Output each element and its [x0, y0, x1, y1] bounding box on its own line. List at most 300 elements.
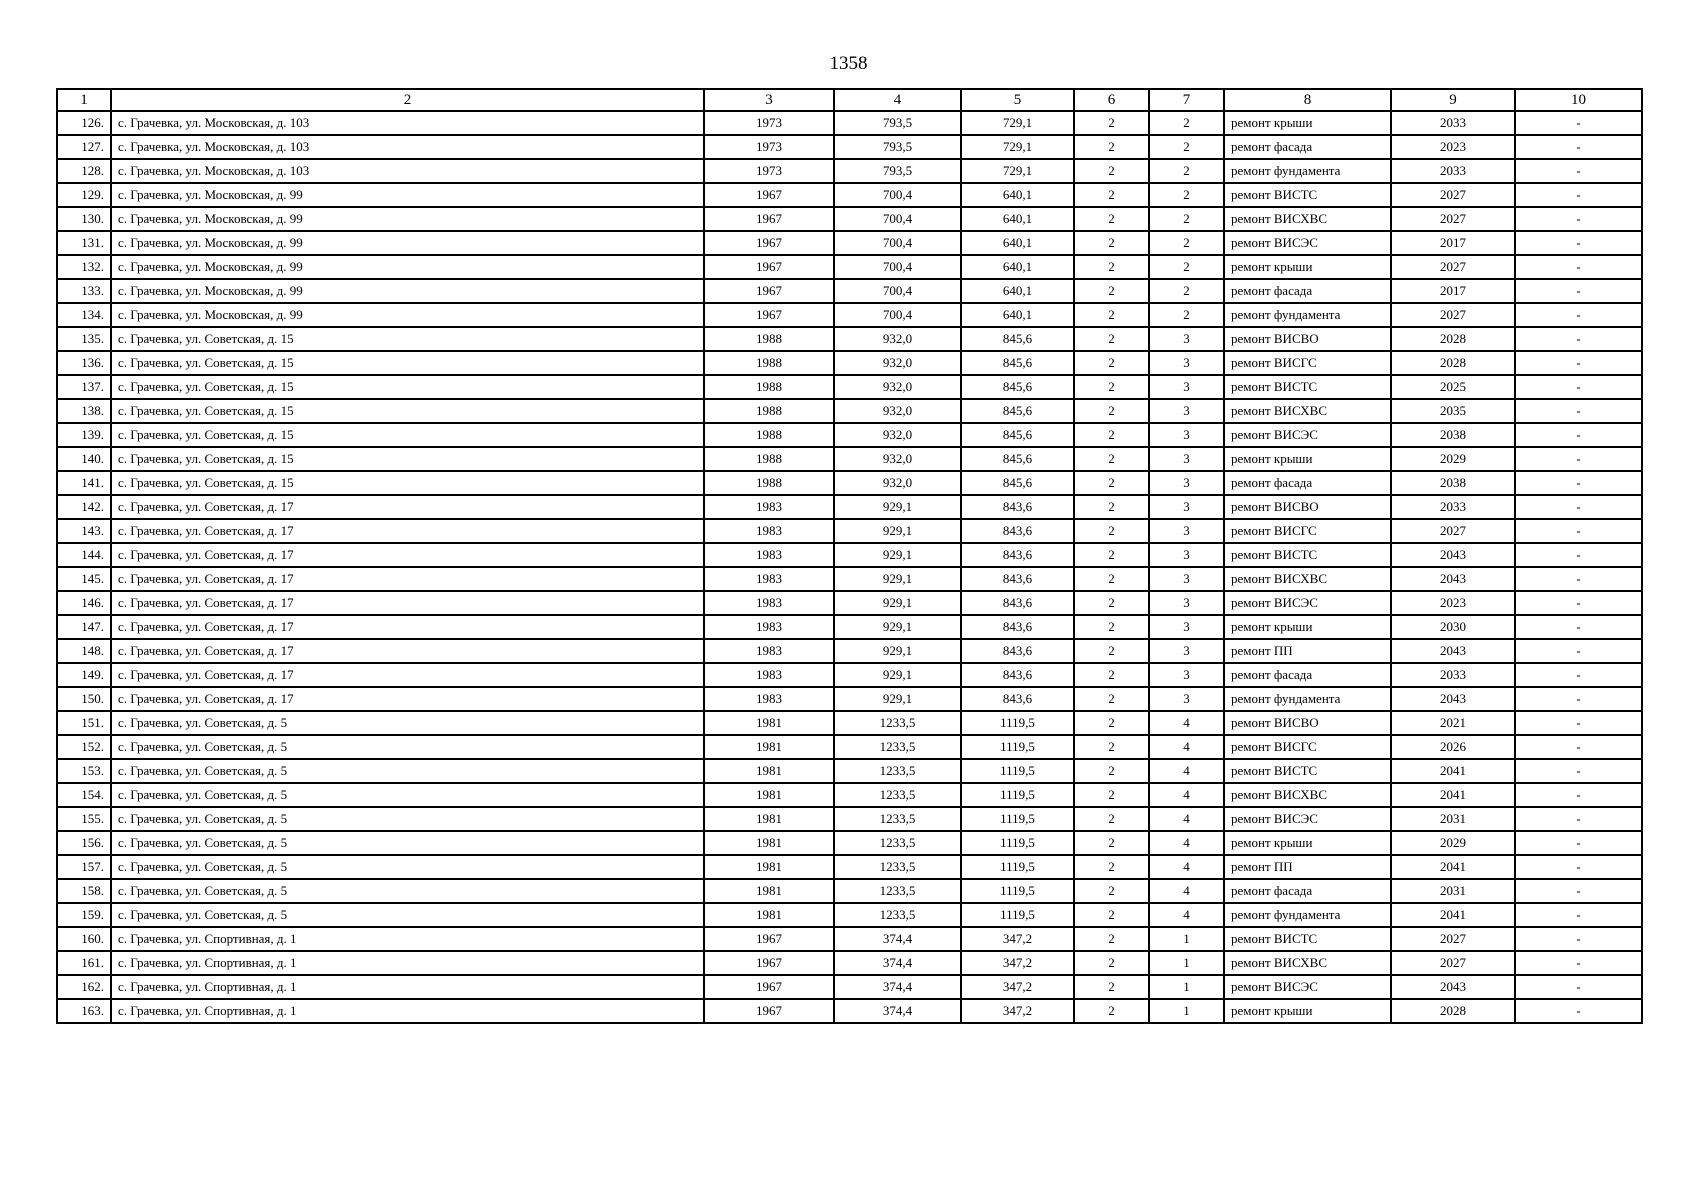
entrances-cell: 3	[1149, 591, 1224, 615]
year-cell: 1967	[704, 927, 834, 951]
year-cell: 1988	[704, 423, 834, 447]
row-number-cell: 157.	[57, 855, 111, 879]
note-cell: -	[1515, 471, 1642, 495]
planned-year-cell: 2027	[1391, 927, 1515, 951]
total-area-cell: 793,5	[834, 135, 961, 159]
address-cell: с. Грачевка, ул. Советская, д. 17	[111, 615, 704, 639]
note-cell: -	[1515, 927, 1642, 951]
year-cell: 1967	[704, 999, 834, 1023]
row-number-cell: 146.	[57, 591, 111, 615]
table-row	[57, 639, 1642, 663]
row-number-cell: 130.	[57, 207, 111, 231]
note-cell: -	[1515, 663, 1642, 687]
work-type-cell: ремонт фундамента	[1224, 159, 1391, 183]
year-cell: 1981	[704, 903, 834, 927]
table-row	[57, 231, 1642, 255]
entrances-cell: 4	[1149, 903, 1224, 927]
note-cell: -	[1515, 639, 1642, 663]
work-type-cell: ремонт ВИСЭС	[1224, 231, 1391, 255]
floors-cell: 2	[1074, 207, 1149, 231]
row-number-cell: 134.	[57, 303, 111, 327]
works-table	[56, 88, 1643, 1024]
column-header-10: 10	[1515, 89, 1642, 111]
total-area-cell: 929,1	[834, 519, 961, 543]
total-area-cell: 700,4	[834, 207, 961, 231]
living-area-cell: 843,6	[961, 519, 1074, 543]
column-header-4: 4	[834, 89, 961, 111]
row-number-cell: 155.	[57, 807, 111, 831]
total-area-cell: 929,1	[834, 663, 961, 687]
planned-year-cell: 2026	[1391, 735, 1515, 759]
floors-cell: 2	[1074, 759, 1149, 783]
year-cell: 1983	[704, 663, 834, 687]
floors-cell: 2	[1074, 591, 1149, 615]
planned-year-cell: 2029	[1391, 447, 1515, 471]
year-cell: 1983	[704, 687, 834, 711]
entrances-cell: 4	[1149, 735, 1224, 759]
entrances-cell: 3	[1149, 447, 1224, 471]
planned-year-cell: 2041	[1391, 855, 1515, 879]
table-row	[57, 783, 1642, 807]
entrances-cell: 4	[1149, 855, 1224, 879]
work-type-cell: ремонт ВИСХВС	[1224, 567, 1391, 591]
address-cell: с. Грачевка, ул. Советская, д. 15	[111, 375, 704, 399]
entrances-cell: 2	[1149, 159, 1224, 183]
address-cell: с. Грачевка, ул. Советская, д. 15	[111, 471, 704, 495]
year-cell: 1981	[704, 711, 834, 735]
year-cell: 1967	[704, 279, 834, 303]
year-cell: 1988	[704, 471, 834, 495]
address-cell: с. Грачевка, ул. Советская, д. 5	[111, 903, 704, 927]
planned-year-cell: 2043	[1391, 543, 1515, 567]
address-cell: с. Грачевка, ул. Московская, д. 103	[111, 135, 704, 159]
total-area-cell: 1233,5	[834, 831, 961, 855]
total-area-cell: 793,5	[834, 159, 961, 183]
column-header-8: 8	[1224, 89, 1391, 111]
address-cell: с. Грачевка, ул. Московская, д. 99	[111, 183, 704, 207]
note-cell: -	[1515, 183, 1642, 207]
living-area-cell: 1119,5	[961, 807, 1074, 831]
year-cell: 1973	[704, 111, 834, 135]
address-cell: с. Грачевка, ул. Спортивная, д. 1	[111, 951, 704, 975]
living-area-cell: 640,1	[961, 207, 1074, 231]
row-number-cell: 135.	[57, 327, 111, 351]
note-cell: -	[1515, 447, 1642, 471]
address-cell: с. Грачевка, ул. Советская, д. 17	[111, 567, 704, 591]
entrances-cell: 3	[1149, 327, 1224, 351]
work-type-cell: ремонт ВИСГС	[1224, 351, 1391, 375]
table-row	[57, 447, 1642, 471]
address-cell: с. Грачевка, ул. Советская, д. 5	[111, 855, 704, 879]
planned-year-cell: 2033	[1391, 111, 1515, 135]
total-area-cell: 1233,5	[834, 903, 961, 927]
floors-cell: 2	[1074, 495, 1149, 519]
entrances-cell: 2	[1149, 111, 1224, 135]
living-area-cell: 845,6	[961, 447, 1074, 471]
note-cell: -	[1515, 135, 1642, 159]
row-number-cell: 147.	[57, 615, 111, 639]
table-row	[57, 471, 1642, 495]
table-row	[57, 399, 1642, 423]
row-number-cell: 158.	[57, 879, 111, 903]
total-area-cell: 1233,5	[834, 855, 961, 879]
address-cell: с. Грачевка, ул. Московская, д. 99	[111, 279, 704, 303]
row-number-cell: 150.	[57, 687, 111, 711]
planned-year-cell: 2030	[1391, 615, 1515, 639]
year-cell: 1981	[704, 759, 834, 783]
note-cell: -	[1515, 519, 1642, 543]
work-type-cell: ремонт крыши	[1224, 111, 1391, 135]
year-cell: 1983	[704, 495, 834, 519]
table-row	[57, 543, 1642, 567]
work-type-cell: ремонт ПП	[1224, 639, 1391, 663]
table-row	[57, 375, 1642, 399]
living-area-cell: 1119,5	[961, 855, 1074, 879]
table-body	[57, 111, 1642, 1023]
planned-year-cell: 2027	[1391, 207, 1515, 231]
living-area-cell: 843,6	[961, 543, 1074, 567]
address-cell: с. Грачевка, ул. Советская, д. 17	[111, 519, 704, 543]
work-type-cell: ремонт фасада	[1224, 663, 1391, 687]
planned-year-cell: 2041	[1391, 903, 1515, 927]
total-area-cell: 932,0	[834, 447, 961, 471]
note-cell: -	[1515, 687, 1642, 711]
floors-cell: 2	[1074, 303, 1149, 327]
entrances-cell: 2	[1149, 255, 1224, 279]
living-area-cell: 1119,5	[961, 783, 1074, 807]
entrances-cell: 2	[1149, 135, 1224, 159]
living-area-cell: 845,6	[961, 399, 1074, 423]
table-row	[57, 279, 1642, 303]
note-cell: -	[1515, 375, 1642, 399]
address-cell: с. Грачевка, ул. Советская, д. 17	[111, 591, 704, 615]
entrances-cell: 3	[1149, 423, 1224, 447]
year-cell: 1983	[704, 543, 834, 567]
planned-year-cell: 2043	[1391, 567, 1515, 591]
address-cell: с. Грачевка, ул. Советская, д. 17	[111, 639, 704, 663]
work-type-cell: ремонт ВИСВО	[1224, 495, 1391, 519]
living-area-cell: 843,6	[961, 687, 1074, 711]
address-cell: с. Грачевка, ул. Советская, д. 5	[111, 759, 704, 783]
year-cell: 1983	[704, 519, 834, 543]
year-cell: 1981	[704, 831, 834, 855]
row-number-cell: 143.	[57, 519, 111, 543]
living-area-cell: 1119,5	[961, 831, 1074, 855]
entrances-cell: 4	[1149, 783, 1224, 807]
address-cell: с. Грачевка, ул. Советская, д. 17	[111, 495, 704, 519]
living-area-cell: 640,1	[961, 255, 1074, 279]
work-type-cell: ремонт фасада	[1224, 471, 1391, 495]
total-area-cell: 1233,5	[834, 735, 961, 759]
planned-year-cell: 2027	[1391, 303, 1515, 327]
address-cell: с. Грачевка, ул. Советская, д. 5	[111, 711, 704, 735]
note-cell: -	[1515, 735, 1642, 759]
planned-year-cell: 2023	[1391, 591, 1515, 615]
note-cell: -	[1515, 399, 1642, 423]
address-cell: с. Грачевка, ул. Московская, д. 99	[111, 255, 704, 279]
total-area-cell: 700,4	[834, 183, 961, 207]
planned-year-cell: 2033	[1391, 495, 1515, 519]
entrances-cell: 3	[1149, 567, 1224, 591]
total-area-cell: 793,5	[834, 111, 961, 135]
address-cell: с. Грачевка, ул. Московская, д. 99	[111, 207, 704, 231]
total-area-cell: 929,1	[834, 591, 961, 615]
table-row	[57, 567, 1642, 591]
total-area-cell: 932,0	[834, 399, 961, 423]
table-row	[57, 855, 1642, 879]
planned-year-cell: 2028	[1391, 351, 1515, 375]
column-header-7: 7	[1149, 89, 1224, 111]
address-cell: с. Грачевка, ул. Советская, д. 5	[111, 831, 704, 855]
planned-year-cell: 2033	[1391, 663, 1515, 687]
row-number-cell: 140.	[57, 447, 111, 471]
year-cell: 1973	[704, 135, 834, 159]
entrances-cell: 1	[1149, 927, 1224, 951]
table-row	[57, 519, 1642, 543]
row-number-cell: 162.	[57, 975, 111, 999]
living-area-cell: 640,1	[961, 279, 1074, 303]
note-cell: -	[1515, 783, 1642, 807]
planned-year-cell: 2027	[1391, 255, 1515, 279]
living-area-cell: 843,6	[961, 495, 1074, 519]
floors-cell: 2	[1074, 135, 1149, 159]
note-cell: -	[1515, 423, 1642, 447]
note-cell: -	[1515, 975, 1642, 999]
year-cell: 1983	[704, 591, 834, 615]
living-area-cell: 845,6	[961, 375, 1074, 399]
year-cell: 1967	[704, 255, 834, 279]
table-row	[57, 591, 1642, 615]
planned-year-cell: 2035	[1391, 399, 1515, 423]
living-area-cell: 845,6	[961, 351, 1074, 375]
planned-year-cell: 2033	[1391, 159, 1515, 183]
planned-year-cell: 2027	[1391, 519, 1515, 543]
entrances-cell: 2	[1149, 183, 1224, 207]
entrances-cell: 1	[1149, 975, 1224, 999]
column-header-1: 1	[57, 89, 111, 111]
floors-cell: 2	[1074, 639, 1149, 663]
floors-cell: 2	[1074, 711, 1149, 735]
year-cell: 1981	[704, 855, 834, 879]
table-row	[57, 615, 1642, 639]
row-number-cell: 127.	[57, 135, 111, 159]
table-row	[57, 951, 1642, 975]
address-cell: с. Грачевка, ул. Советская, д. 15	[111, 327, 704, 351]
work-type-cell: ремонт ВИСЭС	[1224, 423, 1391, 447]
planned-year-cell: 2043	[1391, 975, 1515, 999]
work-type-cell: ремонт ВИСХВС	[1224, 783, 1391, 807]
living-area-cell: 640,1	[961, 303, 1074, 327]
address-cell: с. Грачевка, ул. Советская, д. 15	[111, 399, 704, 423]
row-number-cell: 153.	[57, 759, 111, 783]
living-area-cell: 843,6	[961, 615, 1074, 639]
note-cell: -	[1515, 591, 1642, 615]
row-number-cell: 138.	[57, 399, 111, 423]
work-type-cell: ремонт ПП	[1224, 855, 1391, 879]
note-cell: -	[1515, 303, 1642, 327]
row-number-cell: 161.	[57, 951, 111, 975]
entrances-cell: 3	[1149, 351, 1224, 375]
row-number-cell: 159.	[57, 903, 111, 927]
table-row	[57, 927, 1642, 951]
entrances-cell: 2	[1149, 279, 1224, 303]
planned-year-cell: 2038	[1391, 471, 1515, 495]
living-area-cell: 729,1	[961, 111, 1074, 135]
row-number-cell: 154.	[57, 783, 111, 807]
entrances-cell: 3	[1149, 663, 1224, 687]
living-area-cell: 1119,5	[961, 759, 1074, 783]
living-area-cell: 1119,5	[961, 879, 1074, 903]
address-cell: с. Грачевка, ул. Спортивная, д. 1	[111, 975, 704, 999]
planned-year-cell: 2041	[1391, 783, 1515, 807]
address-cell: с. Грачевка, ул. Советская, д. 5	[111, 783, 704, 807]
floors-cell: 2	[1074, 831, 1149, 855]
note-cell: -	[1515, 807, 1642, 831]
work-type-cell: ремонт ВИСТС	[1224, 759, 1391, 783]
floors-cell: 2	[1074, 231, 1149, 255]
table-row	[57, 711, 1642, 735]
work-type-cell: ремонт ВИСЭС	[1224, 591, 1391, 615]
entrances-cell: 3	[1149, 687, 1224, 711]
table-row	[57, 831, 1642, 855]
work-type-cell: ремонт крыши	[1224, 615, 1391, 639]
total-area-cell: 700,4	[834, 231, 961, 255]
total-area-cell: 932,0	[834, 351, 961, 375]
planned-year-cell: 2027	[1391, 183, 1515, 207]
floors-cell: 2	[1074, 375, 1149, 399]
living-area-cell: 1119,5	[961, 711, 1074, 735]
table-row	[57, 351, 1642, 375]
row-number-cell: 148.	[57, 639, 111, 663]
total-area-cell: 1233,5	[834, 759, 961, 783]
floors-cell: 2	[1074, 855, 1149, 879]
work-type-cell: ремонт фасада	[1224, 279, 1391, 303]
entrances-cell: 2	[1149, 303, 1224, 327]
work-type-cell: ремонт фундамента	[1224, 903, 1391, 927]
note-cell: -	[1515, 567, 1642, 591]
work-type-cell: ремонт ВИСХВС	[1224, 951, 1391, 975]
note-cell: -	[1515, 111, 1642, 135]
row-number-cell: 129.	[57, 183, 111, 207]
row-number-cell: 142.	[57, 495, 111, 519]
floors-cell: 2	[1074, 663, 1149, 687]
work-type-cell: ремонт ВИСТС	[1224, 375, 1391, 399]
work-type-cell: ремонт крыши	[1224, 831, 1391, 855]
address-cell: с. Грачевка, ул. Московская, д. 99	[111, 303, 704, 327]
work-type-cell: ремонт ВИСВО	[1224, 327, 1391, 351]
table-row	[57, 423, 1642, 447]
entrances-cell: 2	[1149, 207, 1224, 231]
living-area-cell: 843,6	[961, 567, 1074, 591]
note-cell: -	[1515, 543, 1642, 567]
row-number-cell: 144.	[57, 543, 111, 567]
floors-cell: 2	[1074, 927, 1149, 951]
planned-year-cell: 2031	[1391, 807, 1515, 831]
planned-year-cell: 2017	[1391, 231, 1515, 255]
address-cell: с. Грачевка, ул. Советская, д. 5	[111, 735, 704, 759]
planned-year-cell: 2025	[1391, 375, 1515, 399]
note-cell: -	[1515, 951, 1642, 975]
note-cell: -	[1515, 903, 1642, 927]
floors-cell: 2	[1074, 807, 1149, 831]
total-area-cell: 932,0	[834, 327, 961, 351]
entrances-cell: 3	[1149, 543, 1224, 567]
total-area-cell: 374,4	[834, 951, 961, 975]
year-cell: 1983	[704, 615, 834, 639]
floors-cell: 2	[1074, 879, 1149, 903]
entrances-cell: 4	[1149, 759, 1224, 783]
floors-cell: 2	[1074, 687, 1149, 711]
row-number-cell: 160.	[57, 927, 111, 951]
row-number-cell: 156.	[57, 831, 111, 855]
floors-cell: 2	[1074, 447, 1149, 471]
total-area-cell: 374,4	[834, 999, 961, 1023]
row-number-cell: 141.	[57, 471, 111, 495]
total-area-cell: 374,4	[834, 927, 961, 951]
living-area-cell: 347,2	[961, 999, 1074, 1023]
floors-cell: 2	[1074, 615, 1149, 639]
floors-cell: 2	[1074, 999, 1149, 1023]
floors-cell: 2	[1074, 399, 1149, 423]
entrances-cell: 1	[1149, 951, 1224, 975]
planned-year-cell: 2028	[1391, 999, 1515, 1023]
address-cell: с. Грачевка, ул. Советская, д. 15	[111, 447, 704, 471]
entrances-cell: 2	[1149, 231, 1224, 255]
table-row	[57, 903, 1642, 927]
row-number-cell: 152.	[57, 735, 111, 759]
year-cell: 1967	[704, 951, 834, 975]
living-area-cell: 843,6	[961, 591, 1074, 615]
work-type-cell: ремонт ВИСТС	[1224, 543, 1391, 567]
work-type-cell: ремонт фундамента	[1224, 303, 1391, 327]
note-cell: -	[1515, 159, 1642, 183]
row-number-cell: 149.	[57, 663, 111, 687]
entrances-cell: 4	[1149, 879, 1224, 903]
work-type-cell: ремонт ВИСЭС	[1224, 975, 1391, 999]
address-cell: с. Грачевка, ул. Советская, д. 17	[111, 687, 704, 711]
total-area-cell: 1233,5	[834, 879, 961, 903]
living-area-cell: 729,1	[961, 159, 1074, 183]
planned-year-cell: 2023	[1391, 135, 1515, 159]
floors-cell: 2	[1074, 975, 1149, 999]
year-cell: 1981	[704, 735, 834, 759]
entrances-cell: 3	[1149, 495, 1224, 519]
table-row	[57, 495, 1642, 519]
address-cell: с. Грачевка, ул. Советская, д. 15	[111, 423, 704, 447]
work-type-cell: ремонт ВИСГС	[1224, 735, 1391, 759]
planned-year-cell: 2021	[1391, 711, 1515, 735]
living-area-cell: 347,2	[961, 927, 1074, 951]
year-cell: 1983	[704, 639, 834, 663]
row-number-cell: 126.	[57, 111, 111, 135]
table-row	[57, 159, 1642, 183]
entrances-cell: 4	[1149, 711, 1224, 735]
work-type-cell: ремонт крыши	[1224, 255, 1391, 279]
note-cell: -	[1515, 231, 1642, 255]
year-cell: 1967	[704, 975, 834, 999]
column-header-3: 3	[704, 89, 834, 111]
note-cell: -	[1515, 495, 1642, 519]
planned-year-cell: 2043	[1391, 687, 1515, 711]
row-number-cell: 136.	[57, 351, 111, 375]
entrances-cell: 3	[1149, 471, 1224, 495]
total-area-cell: 932,0	[834, 471, 961, 495]
work-type-cell: ремонт ВИСГС	[1224, 519, 1391, 543]
year-cell: 1981	[704, 783, 834, 807]
floors-cell: 2	[1074, 111, 1149, 135]
table-row	[57, 663, 1642, 687]
year-cell: 1973	[704, 159, 834, 183]
